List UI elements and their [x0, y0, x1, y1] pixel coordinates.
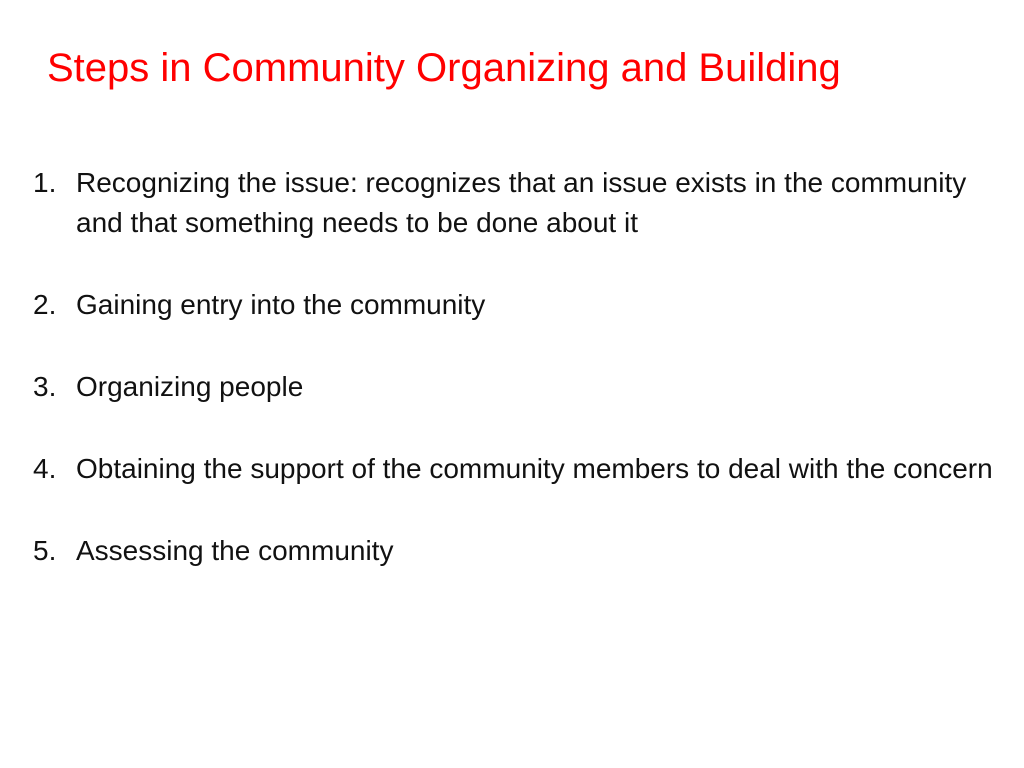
step-text-3: Organizing people	[76, 371, 304, 402]
step-number-4: 4.	[33, 453, 57, 484]
step-item-1	[33, 163, 1008, 243]
step-text-4: Obtaining the support of the community members to deal with the concern	[76, 453, 993, 484]
steps-list	[33, 163, 1008, 571]
step-item-5	[33, 531, 1008, 571]
step-item-2	[33, 285, 1008, 325]
step-number-5: 5.	[33, 535, 57, 566]
slide-title: Steps in Community Organizing and Building	[47, 46, 841, 90]
step-number-3: 3.	[33, 371, 57, 402]
step-number-1: 1.	[33, 167, 57, 198]
step-item-4	[33, 449, 1008, 489]
step-number-2: 2.	[33, 289, 57, 320]
step-text-5: Assessing the community	[76, 535, 394, 566]
step-text-1: Recognizing the issue: recognizes that an issue exists in the community and that something needs to be done about it	[76, 167, 967, 238]
step-text-2: Gaining entry into the community	[76, 289, 486, 320]
step-item-3	[33, 367, 1008, 407]
